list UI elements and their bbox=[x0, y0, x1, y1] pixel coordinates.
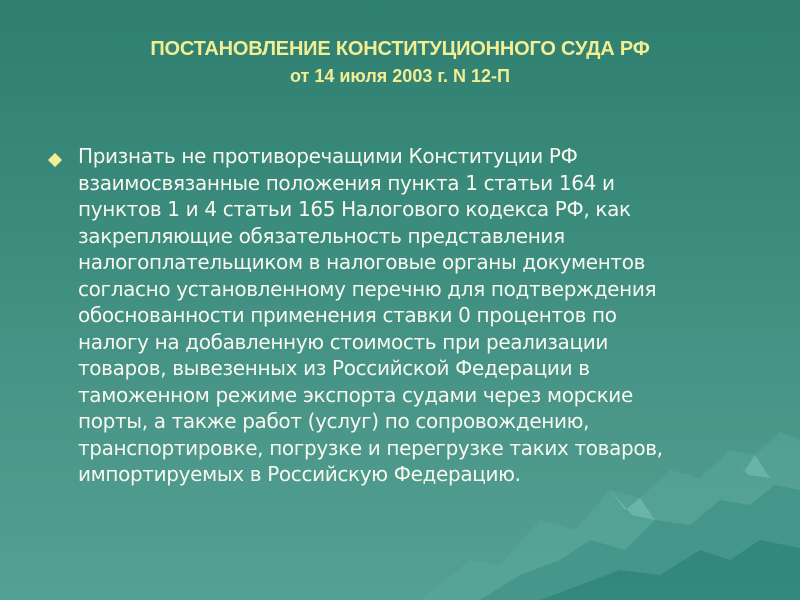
title-line-2: от 14 июля 2003 г. N 12-П bbox=[289, 66, 510, 86]
diamond-bullet-icon bbox=[48, 153, 62, 167]
title-line-1: ПОСТАНОВЛЕНИЕ КОНСТИТУЦИОННОГО СУДА РФ bbox=[150, 38, 650, 60]
slide-title bbox=[0, 36, 800, 88]
bullet-list bbox=[46, 143, 746, 488]
bullet-text: Признать не противоречащими Конституции РФ взаимосвязанные положения пункта 1 статьи 164 и пунктов 1 и 4 статьи 165 Налогового кодекса РФ, как закрепляющие обязательность представления налогоплательщиком в налоговые органы документов согласно установленному перечню для подтверждения обоснованности применения ставки 0 процентов по налогу на добавленную стоимость при реализации товаров, вывезенных из Российской Федерации в таможенном режиме экспорта судами через морские порты, а также работ (услуг) по сопровождению, транспортировке, погрузке и перегрузке таких товаров, импортируемых в Российскую Федерацию. bbox=[78, 144, 663, 486]
